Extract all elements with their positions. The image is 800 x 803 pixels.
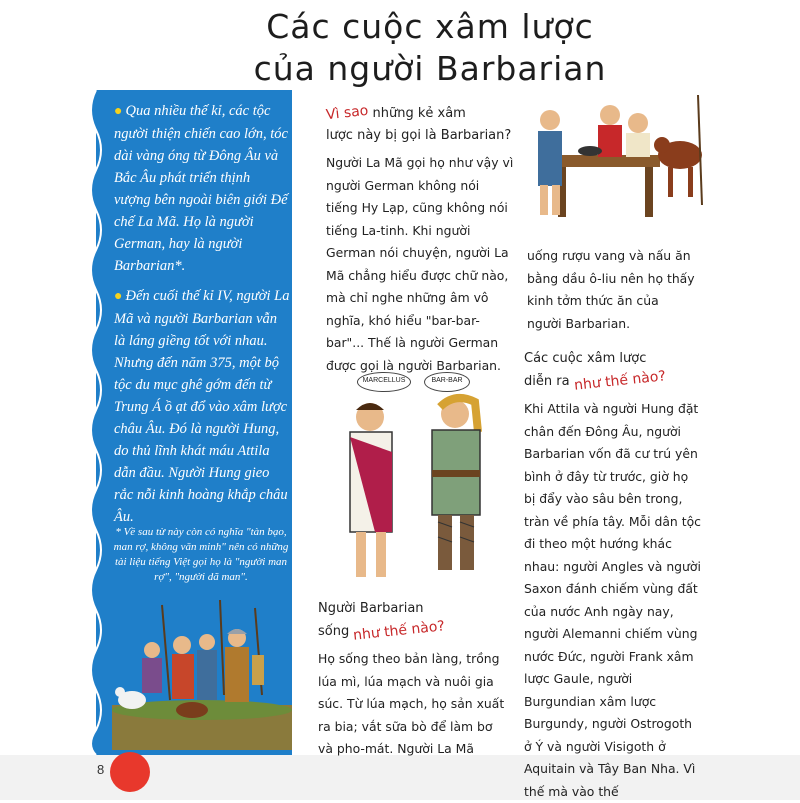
sidebar-paragraph-2-text: Đến cuối thế kỉ IV, người La Mã và người Barbarian vẫn là láng giềng tốt với nhau. Nhưng đến năm 375, một bộ tộc du mục ghê gớm đến từ Trung Á ồ ạt đổ vào xâm lược châu Âu. Đó là người Hung, do thủ lĩnh khát máu Attila dẫn đầu. Người Hung gieo rắc nỗi kinh hoàng khắp châu Âu. <box>114 288 290 525</box>
section-1-body: Người La Mã gọi họ như vậy vì người German không nói tiếng Hy Lạp, cũng không nói tiếng La-tinh. Khi người German nói chuyện, người La Mã chẳng hiểu được chữ nào, mà chỉ nghe những âm vô nghĩa, khó hiểu "bar-bar-bar"... Thế là người German được gọi là người Barbarian. <box>326 155 514 373</box>
speech-bubble-right: BAR-BAR <box>424 372 470 392</box>
section-1-heading-line2: lược này bị gọi là Barbarian? <box>326 128 512 143</box>
section-3-body: Khi Attila và người Hung đặt chân đến Đông Âu, người Barbarian vốn đã cư trú yên bình ở đây từ trước, giờ họ bị đẩy vào sâu bên trong, tràn về phía tây. Mỗi dân tộc đi theo một hướng khác nhau: người Angles và người Saxon đánh chiếm vùng đất của nước Anh ngày nay, người Alemanni chiếm vùng nước Đức, người Frank xâm lược Gaule, người Burgundian xâm lược Burgundy, người Ostrogoth ở Ý và người Visigoth ở Aquitain và Tây Ban Nha. Vì thế mà vào thế <box>524 401 701 799</box>
page-number-badge <box>110 752 150 792</box>
section-2-body: Họ sống theo bản làng, trồng lúa mì, lúa mạch và nuôi gia súc. Từ lúa mạch, họ sản xuất ra bia; vắt sữa bò để làm bơ và pho-mát. Người La Mã <box>318 651 505 756</box>
bullet-icon: ● <box>114 289 123 304</box>
footnote: * Về sau từ này còn có nghĩa "tàn bạo, man rợ, không văn minh" nên có những tài liệu tiếng Việt gọi họ là "người man rợ", "người dã man". <box>113 526 289 583</box>
section-1-heading-rest: những kẻ xâm <box>372 106 466 121</box>
barbarian-group-illustration <box>112 600 292 750</box>
sidebar-text <box>114 100 290 536</box>
bullet-icon: ● <box>114 104 123 119</box>
section-3-heading-line1: Các cuộc xâm lược <box>524 351 647 366</box>
section-2-heading-word: sống <box>318 624 350 639</box>
sidebar-paragraph-1-text: Qua nhiều thế kỉ, các tộc người thiện chiến cao lớn, tóc dài vàng óng từ Đông Âu và Bắc Âu phát triển thịnh vượng bên ngoài biên giới Đế chế La Mã. Họ là người German, hay là người Barbarian*. <box>114 103 288 274</box>
panel-wavy-edge <box>82 90 112 755</box>
section-1-heading <box>326 102 536 147</box>
sidebar-paragraph-1 <box>114 100 290 277</box>
section-1-heading-accent: Vì sao <box>325 102 370 124</box>
section-3-heading <box>524 348 704 393</box>
right-top-body: uống rượu vang và nấu ăn bằng dầu ô-liu nên họ thấy kinh tởm thức ăn của người Barbarian. <box>527 248 695 331</box>
page-title <box>150 6 710 90</box>
speech-bubble-left: MARCELLUS <box>357 372 411 392</box>
section-2-heading-accent: như thế nào? <box>352 618 446 644</box>
section-3-heading-word: diễn ra <box>524 374 570 389</box>
section-3-heading-accent: như thế nào? <box>573 368 667 394</box>
feast-illustration <box>530 95 708 245</box>
sidebar-paragraph-2 <box>114 285 290 528</box>
section-2-heading <box>318 598 518 643</box>
section-2-heading-line1: Người Barbarian <box>318 601 424 616</box>
title-line-1: Các cuộc xâm lược <box>266 7 594 46</box>
roman-and-barbarian-illustration <box>320 392 515 592</box>
title-line-2: của người Barbarian <box>253 49 607 88</box>
page-number: 8 <box>97 762 105 777</box>
